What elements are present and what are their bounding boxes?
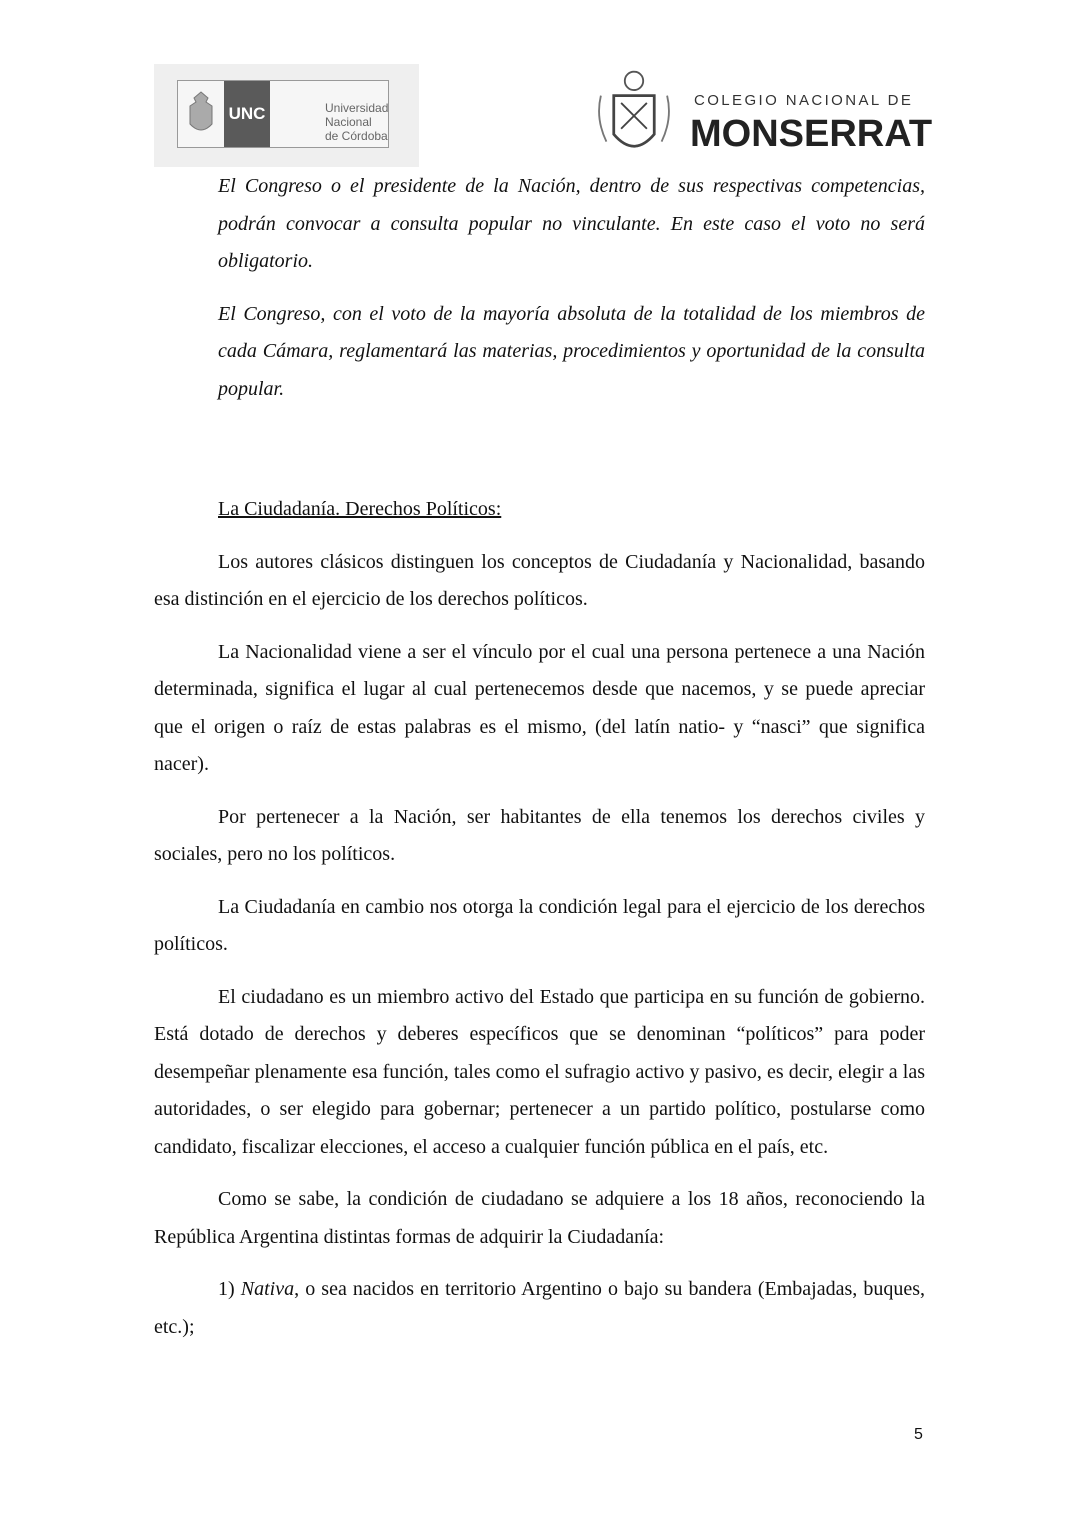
quote-paragraph: El Congreso o el presidente de la Nación, dentro de sus respectivas competencias, podrán convocar a consulta popular no vinculante. En este caso el voto no será obligatorio. [218, 175, 925, 272]
unc-logo [154, 64, 419, 167]
list-text: , o sea nacidos en territorio Argentino o bajo su bandera (Embajadas, buques, etc.); [154, 1278, 925, 1338]
unc-crest-icon [178, 81, 224, 147]
unc-logo-box [177, 80, 389, 148]
unc-name-line: Universidad [325, 101, 389, 115]
paragraph: La Ciudadanía en cambio nos otorga la condición legal para el ejercicio de los derechos políticos. [154, 895, 925, 955]
paragraph: Los autores clásicos distinguen los conceptos de Ciudadanía y Nacionalidad, basando esa distinción en el ejercicio de los derechos políticos. [154, 550, 925, 610]
monserrat-crest-icon [590, 68, 678, 160]
monserrat-logo-main: MONSERRAT [690, 113, 933, 155]
paragraph: El ciudadano es un miembro activo del Estado que participa en su función de gobierno. Está dotado de derechos y deberes específicos que se denominan “políticos” para poder desempeñar plenamente esa función, tales como el sufragio activo y pasivo, es decir, elegir a las autoridades, o ser elegido para gobernar; pertenecer a un partido político, postularse como candidato, fiscalizar elecciones, el acceso a cualquier función pública en el país, etc. [154, 985, 925, 1158]
monserrat-logo [590, 68, 933, 160]
document-body [154, 168, 925, 1417]
list-number: 1) [218, 1278, 235, 1300]
quote-paragraph: El Congreso, con el voto de la mayoría absoluta de la totalidad de los miembros de cada Cámara, reglamentará las materias, procedimientos y oportunidad de la consulta popular. [218, 302, 925, 400]
paragraph: Por pertenecer a la Nación, ser habitantes de ella tenemos los derechos civiles y sociales, pero no los políticos. [154, 805, 925, 865]
list-term: Nativa [240, 1278, 295, 1300]
paragraph: La Nacionalidad viene a ser el vínculo por el cual una persona pertenece a una Nación determinada, significa el lugar al cual pertenecemos desde que nacemos, y se puede apreciar que el origen o raíz de estas palabras es el mismo, (del latín natio- y “nasci” que significa nacer). [154, 640, 925, 775]
unc-name-line: de Córdoba [325, 129, 388, 143]
paragraph: Como se sabe, la condición de ciudadano se adquiere a los 18 años, reconociendo la República Argentina distintas formas de adquirir la Ciudadanía: [154, 1188, 925, 1248]
body-text [154, 544, 925, 1347]
monserrat-logo-top: COLEGIO NACIONAL DE [694, 92, 914, 109]
unc-name [325, 101, 388, 143]
quoted-article [218, 168, 925, 408]
list-item [154, 1271, 925, 1346]
unc-name-line: Nacional [325, 115, 372, 129]
page-number: 5 [914, 1426, 923, 1443]
unc-acronym: UNC [224, 81, 270, 147]
section-heading: La Ciudadanía. Derechos Políticos: [218, 498, 502, 520]
